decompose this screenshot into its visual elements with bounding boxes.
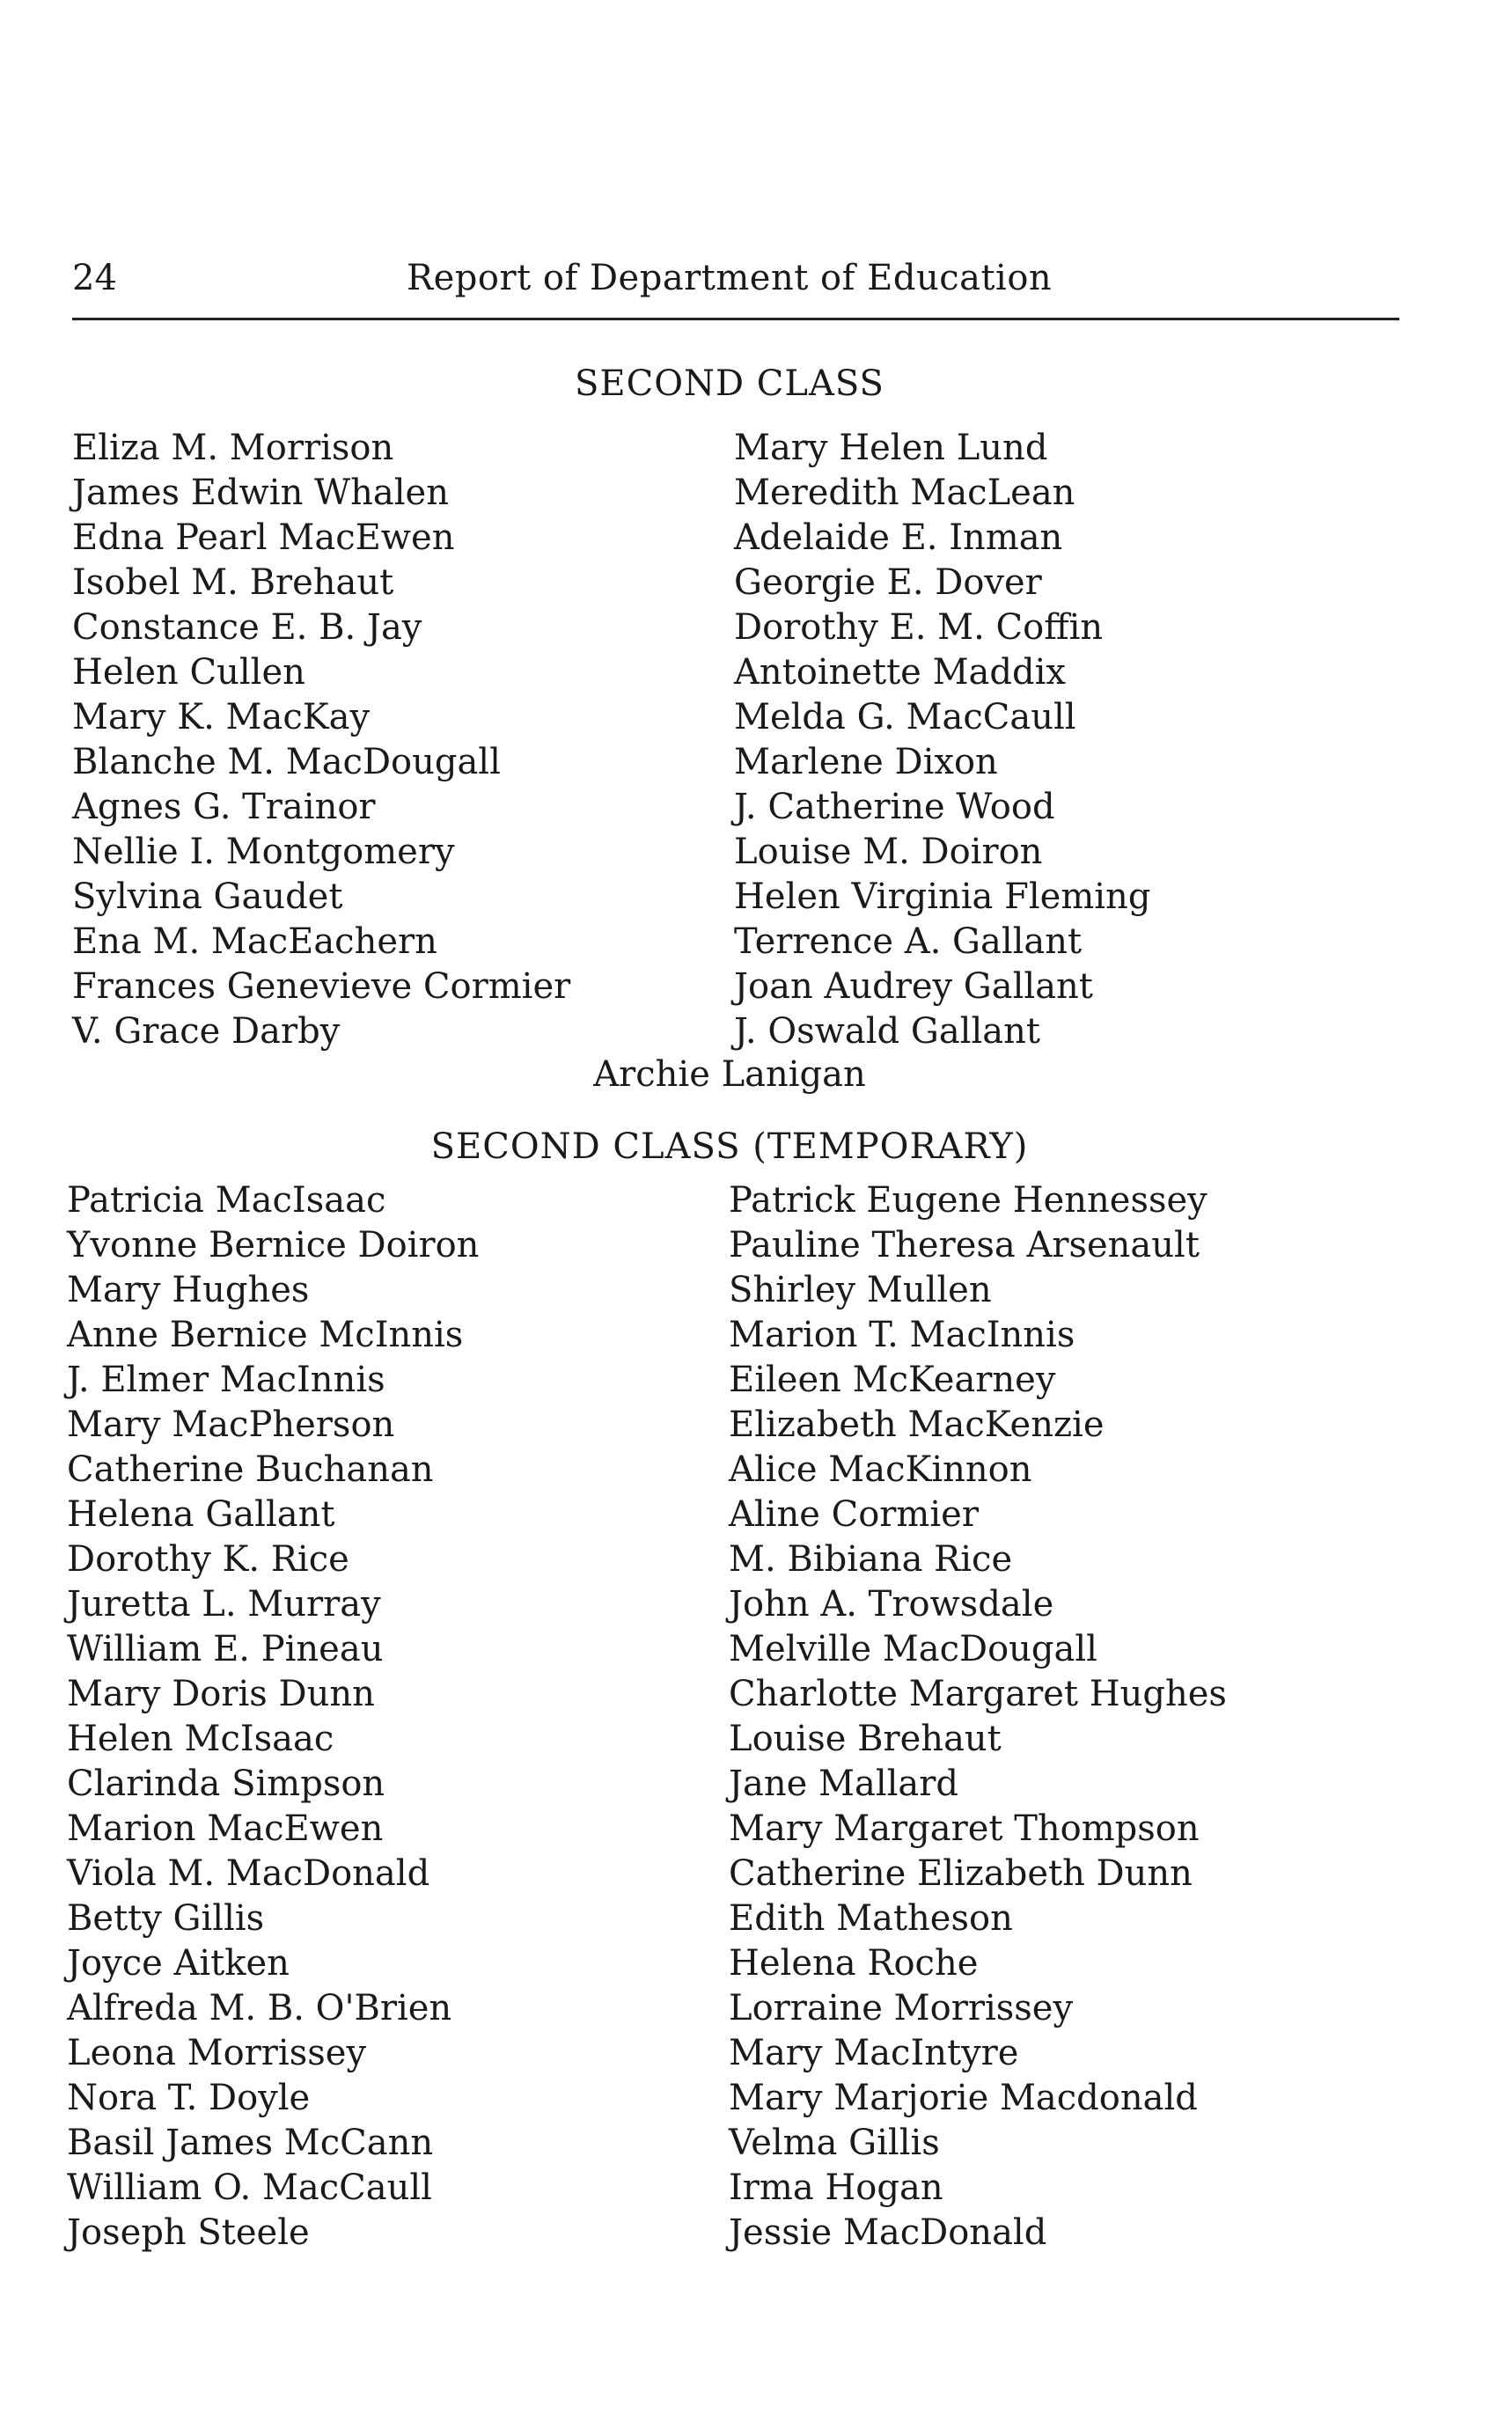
list-item: Mary MacIntyre [729,2033,1019,2073]
second-class-right-column [734,426,1150,1054]
list-item: Irma Hogan [729,2168,943,2208]
list-item: Jane Mallard [729,1764,958,1804]
list-item: Helena Gallant [67,1494,335,1535]
list-item: Sylvina Gaudet [72,877,343,917]
second-class-temporary-right-column [729,1178,1227,2256]
list-item: Clarinda Simpson [67,1764,385,1804]
list-item: Antoinette Maddix [734,652,1066,693]
list-item: Helen Cullen [72,652,305,693]
list-item: Betty Gillis [67,1898,265,1939]
list-item: William O. MacCaull [67,2168,432,2208]
list-item: Melville MacDougall [729,1629,1097,1669]
list-item: J. Oswald Gallant [734,1011,1040,1052]
list-item: Mary K. MacKay [72,697,371,737]
second-class-temporary-left-column [67,1178,479,2256]
running-title: Report of Department of Education [407,258,1053,298]
list-item: Archie Lanigan [593,1054,866,1095]
list-item: Patricia MacIsaac [67,1180,386,1221]
list-item: Mary Helen Lund [734,428,1048,468]
list-item: Helen Virginia Fleming [734,877,1151,917]
list-item: Ena M. MacEachern [72,921,437,962]
page-number: 24 [72,258,117,298]
list-item: Agnes G. Trainor [72,787,376,827]
section-heading-second-class-temporary: SECOND CLASS (TEMPORARY) [430,1126,1029,1167]
list-item: Joseph Steele [67,2212,310,2253]
list-item: John A. Trowsdale [729,1584,1054,1625]
section-heading-second-class: SECOND CLASS [575,363,884,404]
list-item: Joyce Aitken [67,1943,290,1984]
list-item: Constance E. B. Jay [72,607,422,648]
list-item: Edith Matheson [729,1898,1013,1939]
list-item: James Edwin Whalen [72,473,449,513]
list-item: William E. Pineau [67,1629,384,1669]
list-item: Blanche M. MacDougall [72,742,501,782]
list-item: Alice MacKinnon [729,1449,1032,1490]
list-item: V. Grace Darby [72,1011,341,1052]
list-item: Alfreda M. B. O'Brien [67,1988,452,2028]
list-item: Louise Brehaut [729,1719,1002,1759]
list-item: Jessie MacDonald [729,2212,1047,2253]
list-item: M. Bibiana Rice [729,1539,1013,1580]
list-item: Catherine Elizabeth Dunn [729,1853,1193,1894]
list-item: Georgie E. Dover [734,562,1042,603]
list-item: J. Catherine Wood [734,787,1055,827]
list-item: Charlotte Margaret Hughes [729,1674,1227,1714]
second-class-centered-entry [0,1053,1459,1097]
list-item: Anne Bernice McInnis [67,1315,464,1355]
list-item: Pauline Theresa Arsenault [729,1225,1200,1265]
list-item: Terrence A. Gallant [734,921,1083,962]
list-item: Edna Pearl MacEwen [72,517,455,558]
list-item: Velma Gillis [729,2123,940,2163]
list-item: Aline Cormier [729,1494,979,1535]
list-item: Dorothy E. M. Coffin [734,607,1104,648]
list-item: Mary Doris Dunn [67,1674,375,1714]
list-item: Helen McIsaac [67,1719,334,1759]
list-item: Mary MacPherson [67,1405,395,1445]
list-item: Joan Audrey Gallant [734,966,1093,1007]
list-item: Eliza M. Morrison [72,428,394,468]
list-item: Louise M. Doiron [734,832,1043,872]
list-item: Nellie I. Montgomery [72,832,455,872]
list-item: Basil James McCann [67,2123,434,2163]
list-item: Mary Hughes [67,1270,310,1310]
list-item: Dorothy K. Rice [67,1539,349,1580]
list-item: Marlene Dixon [734,742,998,782]
list-item: Catherine Buchanan [67,1449,434,1490]
list-item: Yvonne Bernice Doiron [67,1225,480,1265]
list-item: Helena Roche [729,1943,979,1984]
list-item: Eileen McKearney [729,1360,1056,1400]
list-item: Lorraine Morrissey [729,1988,1074,2028]
list-item: Viola M. MacDonald [67,1853,430,1894]
header-rule [72,318,1399,320]
list-item: Adelaide E. Inman [734,517,1063,558]
list-item: Melda G. MacCaull [734,697,1076,737]
second-class-left-column [72,426,570,1054]
list-item: Isobel M. Brehaut [72,562,394,603]
list-item: Elizabeth MacKenzie [729,1405,1105,1445]
list-item: J. Elmer MacInnis [67,1360,385,1400]
list-item: Marion T. MacInnis [729,1315,1075,1355]
list-item: Nora T. Doyle [67,2078,311,2118]
list-item: Meredith MacLean [734,473,1075,513]
list-item: Shirley Mullen [729,1270,992,1310]
list-item: Leona Morrissey [67,2033,367,2073]
list-item: Frances Genevieve Cormier [72,966,571,1007]
list-item: Juretta L. Murray [67,1584,381,1625]
list-item: Mary Margaret Thompson [729,1808,1200,1849]
list-item: Mary Marjorie Macdonald [729,2078,1198,2118]
list-item: Patrick Eugene Hennessey [729,1180,1207,1221]
list-item: Marion MacEwen [67,1808,384,1849]
